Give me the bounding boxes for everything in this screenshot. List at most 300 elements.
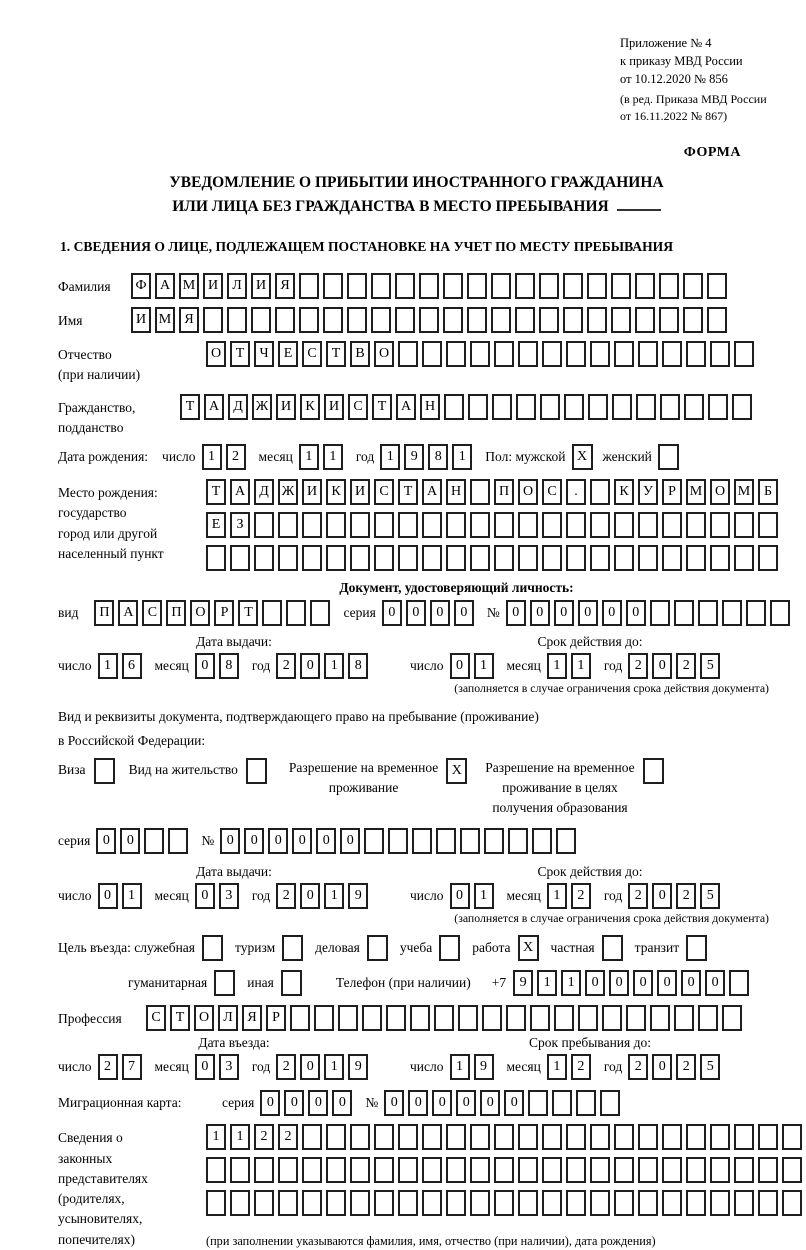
char-cell[interactable] [251,307,271,333]
char-cell[interactable]: В [350,341,370,367]
char-cell[interactable] [364,828,384,854]
identity-valid-month[interactable] [547,653,595,679]
birth-year-input[interactable] [380,444,476,470]
char-cell[interactable]: 7 [122,1054,142,1080]
char-cell[interactable]: И [302,479,322,505]
char-cell[interactable] [395,273,415,299]
char-cell[interactable] [635,273,655,299]
char-cell[interactable] [566,1124,586,1150]
char-cell[interactable]: 1 [299,444,319,470]
purpose-tourism-checkbox[interactable] [282,935,303,961]
char-cell[interactable]: 0 [220,828,240,854]
char-cell[interactable]: 1 [547,1054,567,1080]
char-cell[interactable] [674,600,694,626]
char-cell[interactable] [539,307,559,333]
char-cell[interactable] [467,273,487,299]
char-cell[interactable]: М [734,479,754,505]
char-cell[interactable]: 2 [628,1054,648,1080]
char-cell[interactable] [168,828,188,854]
char-cell[interactable] [371,273,391,299]
char-cell[interactable]: 0 [384,1090,404,1116]
char-cell[interactable] [515,307,535,333]
char-cell[interactable] [590,1124,610,1150]
char-cell[interactable]: 0 [504,1090,524,1116]
char-cell[interactable] [374,1157,394,1183]
char-cell[interactable]: 0 [450,653,470,679]
char-cell[interactable]: 2 [676,883,696,909]
char-cell[interactable] [734,1190,754,1216]
char-cell[interactable] [686,545,706,571]
char-cell[interactable]: 0 [681,970,701,996]
identity-valid-year[interactable] [628,653,724,679]
char-cell[interactable] [782,1124,802,1150]
char-cell[interactable]: 9 [348,883,368,909]
char-cell[interactable]: 0 [308,1090,328,1116]
char-cell[interactable] [662,1190,682,1216]
char-cell[interactable]: 2 [254,1124,274,1150]
char-cell[interactable] [326,1124,346,1150]
char-cell[interactable] [206,1157,226,1183]
char-cell[interactable] [660,394,680,420]
char-cell[interactable]: Д [254,479,274,505]
char-cell[interactable]: Н [446,479,466,505]
char-cell[interactable] [444,394,464,420]
purpose-humanitarian-checkbox[interactable] [214,970,235,996]
char-cell[interactable]: И [276,394,296,420]
char-cell[interactable]: 0 [530,600,550,626]
char-cell[interactable]: 0 [585,970,605,996]
char-cell[interactable] [362,1005,382,1031]
char-cell[interactable] [563,273,583,299]
char-cell[interactable] [732,394,752,420]
char-cell[interactable]: 5 [700,1054,720,1080]
char-cell[interactable] [734,545,754,571]
char-cell[interactable]: 1 [474,883,494,909]
migration-number-input[interactable] [384,1090,624,1116]
char-cell[interactable] [144,828,164,854]
char-cell[interactable]: Т [326,341,346,367]
given-name-input[interactable] [131,307,731,333]
char-cell[interactable]: О [206,341,226,367]
char-cell[interactable] [590,341,610,367]
char-cell[interactable] [302,1157,322,1183]
char-cell[interactable] [347,273,367,299]
char-cell[interactable] [554,1005,574,1031]
char-cell[interactable] [494,1124,514,1150]
char-cell[interactable]: О [194,1005,214,1031]
char-cell[interactable] [398,1157,418,1183]
char-cell[interactable]: С [374,479,394,505]
char-cell[interactable] [492,394,512,420]
char-cell[interactable]: 0 [609,970,629,996]
char-cell[interactable] [374,1124,394,1150]
char-cell[interactable]: 2 [571,883,591,909]
char-cell[interactable]: 0 [260,1090,280,1116]
char-cell[interactable] [230,1157,250,1183]
char-cell[interactable] [446,1157,466,1183]
char-cell[interactable] [286,600,306,626]
char-cell[interactable]: 0 [340,828,360,854]
char-cell[interactable]: 3 [219,883,239,909]
residence-issue-day[interactable] [98,883,146,909]
char-cell[interactable] [302,545,322,571]
char-cell[interactable]: П [166,600,186,626]
char-cell[interactable]: 2 [276,883,296,909]
char-cell[interactable] [470,545,490,571]
char-cell[interactable] [518,545,538,571]
char-cell[interactable] [374,1190,394,1216]
char-cell[interactable] [614,512,634,538]
char-cell[interactable]: 8 [348,653,368,679]
char-cell[interactable] [758,512,778,538]
char-cell[interactable]: 0 [332,1090,352,1116]
char-cell[interactable]: С [348,394,368,420]
char-cell[interactable]: Ж [252,394,272,420]
char-cell[interactable]: 0 [98,883,118,909]
char-cell[interactable] [590,479,610,505]
profession-input[interactable] [146,1005,746,1031]
char-cell[interactable]: 1 [571,653,591,679]
char-cell[interactable] [470,1124,490,1150]
char-cell[interactable] [638,1124,658,1150]
char-cell[interactable] [722,600,742,626]
char-cell[interactable] [302,1190,322,1216]
char-cell[interactable]: 0 [450,883,470,909]
char-cell[interactable]: И [251,273,271,299]
char-cell[interactable] [564,394,584,420]
sex-female-checkbox[interactable] [658,444,679,470]
char-cell[interactable] [650,600,670,626]
char-cell[interactable] [710,341,730,367]
char-cell[interactable] [636,394,656,420]
char-cell[interactable]: 2 [628,653,648,679]
char-cell[interactable]: Я [242,1005,262,1031]
char-cell[interactable]: 0 [268,828,288,854]
char-cell[interactable] [782,1190,802,1216]
char-cell[interactable]: 0 [408,1090,428,1116]
char-cell[interactable]: 0 [195,653,215,679]
char-cell[interactable] [371,307,391,333]
char-cell[interactable] [494,1157,514,1183]
char-cell[interactable]: А [230,479,250,505]
char-cell[interactable]: 1 [380,444,400,470]
residence-seriya-input[interactable] [96,828,192,854]
char-cell[interactable] [470,1157,490,1183]
char-cell[interactable] [410,1005,430,1031]
char-cell[interactable]: 9 [474,1054,494,1080]
char-cell[interactable]: Т [230,341,250,367]
char-cell[interactable] [482,1005,502,1031]
char-cell[interactable]: Е [206,512,226,538]
char-cell[interactable]: К [614,479,634,505]
char-cell[interactable]: М [686,479,706,505]
char-cell[interactable]: У [638,479,658,505]
temp-residence-edu-checkbox[interactable] [643,758,664,784]
char-cell[interactable]: 0 [480,1090,500,1116]
identity-seriya-input[interactable] [382,600,478,626]
char-cell[interactable] [494,512,514,538]
char-cell[interactable]: П [494,479,514,505]
char-cell[interactable] [419,307,439,333]
char-cell[interactable] [518,1157,538,1183]
char-cell[interactable]: Я [179,307,199,333]
char-cell[interactable] [278,1190,298,1216]
char-cell[interactable] [350,545,370,571]
char-cell[interactable] [350,1190,370,1216]
identity-valid-day[interactable] [450,653,498,679]
char-cell[interactable] [299,307,319,333]
char-cell[interactable] [446,1190,466,1216]
char-cell[interactable] [518,1190,538,1216]
char-cell[interactable] [588,394,608,420]
char-cell[interactable]: К [326,479,346,505]
char-cell[interactable] [686,341,706,367]
char-cell[interactable]: М [155,307,175,333]
char-cell[interactable] [698,1005,718,1031]
char-cell[interactable]: 0 [195,1054,215,1080]
char-cell[interactable] [542,1157,562,1183]
char-cell[interactable] [566,341,586,367]
char-cell[interactable] [278,512,298,538]
char-cell[interactable] [770,600,790,626]
char-cell[interactable] [659,273,679,299]
char-cell[interactable] [710,545,730,571]
char-cell[interactable] [419,273,439,299]
identity-issue-month[interactable] [195,653,243,679]
char-cell[interactable]: 0 [554,600,574,626]
representatives-line1-input[interactable] [206,1124,806,1150]
char-cell[interactable] [683,307,703,333]
residence-number-input[interactable] [220,828,580,854]
char-cell[interactable] [446,545,466,571]
char-cell[interactable] [611,273,631,299]
purpose-other-checkbox[interactable] [281,970,302,996]
char-cell[interactable] [710,1157,730,1183]
char-cell[interactable]: 1 [547,883,567,909]
char-cell[interactable] [350,1157,370,1183]
char-cell[interactable] [587,307,607,333]
char-cell[interactable] [722,1005,742,1031]
identity-issue-year[interactable] [276,653,372,679]
char-cell[interactable]: А [155,273,175,299]
char-cell[interactable] [707,273,727,299]
char-cell[interactable]: 5 [700,653,720,679]
char-cell[interactable] [614,341,634,367]
char-cell[interactable] [590,1190,610,1216]
char-cell[interactable] [614,1124,634,1150]
stay-month[interactable] [547,1054,595,1080]
char-cell[interactable] [484,828,504,854]
char-cell[interactable] [758,1124,778,1150]
purpose-transit-checkbox[interactable] [686,935,707,961]
char-cell[interactable]: 0 [652,883,672,909]
char-cell[interactable] [602,1005,622,1031]
char-cell[interactable]: 0 [705,970,725,996]
char-cell[interactable]: Р [662,479,682,505]
char-cell[interactable]: 1 [206,1124,226,1150]
visa-checkbox[interactable] [94,758,115,784]
char-cell[interactable] [710,512,730,538]
char-cell[interactable] [611,307,631,333]
char-cell[interactable]: К [300,394,320,420]
char-cell[interactable]: 0 [432,1090,452,1116]
char-cell[interactable]: О [190,600,210,626]
birth-place-line1-input[interactable] [206,479,782,505]
char-cell[interactable]: Н [420,394,440,420]
char-cell[interactable]: 0 [300,883,320,909]
char-cell[interactable]: А [396,394,416,420]
char-cell[interactable] [508,828,528,854]
char-cell[interactable] [650,1005,670,1031]
char-cell[interactable] [374,545,394,571]
char-cell[interactable]: 0 [454,600,474,626]
char-cell[interactable] [443,273,463,299]
char-cell[interactable]: О [518,479,538,505]
char-cell[interactable] [386,1005,406,1031]
char-cell[interactable] [398,1124,418,1150]
char-cell[interactable] [552,1090,572,1116]
char-cell[interactable] [587,273,607,299]
char-cell[interactable] [494,341,514,367]
char-cell[interactable] [556,828,576,854]
char-cell[interactable]: Т [206,479,226,505]
char-cell[interactable] [227,307,247,333]
char-cell[interactable]: С [146,1005,166,1031]
residence-issue-month[interactable] [195,883,243,909]
char-cell[interactable] [326,545,346,571]
entry-year[interactable] [276,1054,372,1080]
char-cell[interactable] [302,1124,322,1150]
char-cell[interactable] [600,1090,620,1116]
char-cell[interactable] [347,307,367,333]
char-cell[interactable] [278,545,298,571]
char-cell[interactable] [532,828,552,854]
char-cell[interactable]: 1 [98,653,118,679]
char-cell[interactable] [290,1005,310,1031]
birth-day-input[interactable] [202,444,250,470]
char-cell[interactable] [686,512,706,538]
char-cell[interactable]: 2 [276,1054,296,1080]
char-cell[interactable]: А [422,479,442,505]
char-cell[interactable]: Т [398,479,418,505]
char-cell[interactable] [491,273,511,299]
char-cell[interactable]: И [203,273,223,299]
sex-male-checkbox[interactable]: X [572,444,593,470]
char-cell[interactable]: С [542,479,562,505]
char-cell[interactable] [576,1090,596,1116]
char-cell[interactable] [590,512,610,538]
char-cell[interactable] [590,1157,610,1183]
char-cell[interactable] [446,1124,466,1150]
char-cell[interactable] [518,341,538,367]
char-cell[interactable]: 1 [450,1054,470,1080]
purpose-business-checkbox[interactable] [367,935,388,961]
char-cell[interactable] [262,600,282,626]
residence-issue-year[interactable] [276,883,372,909]
char-cell[interactable] [662,1124,682,1150]
char-cell[interactable]: . [566,479,586,505]
char-cell[interactable]: 0 [292,828,312,854]
char-cell[interactable]: 9 [348,1054,368,1080]
char-cell[interactable]: 0 [406,600,426,626]
birth-place-line3-input[interactable] [206,545,782,571]
char-cell[interactable] [638,1190,658,1216]
char-cell[interactable] [566,512,586,538]
char-cell[interactable] [566,1190,586,1216]
char-cell[interactable] [422,1190,442,1216]
char-cell[interactable]: 2 [276,653,296,679]
char-cell[interactable] [686,1190,706,1216]
char-cell[interactable] [707,307,727,333]
char-cell[interactable]: Т [372,394,392,420]
char-cell[interactable] [254,1190,274,1216]
char-cell[interactable]: 2 [278,1124,298,1150]
char-cell[interactable] [446,512,466,538]
char-cell[interactable] [299,273,319,299]
char-cell[interactable]: И [350,479,370,505]
char-cell[interactable]: 1 [324,653,344,679]
char-cell[interactable] [614,1157,634,1183]
char-cell[interactable] [542,1124,562,1150]
birth-place-line2-input[interactable] [206,512,782,538]
char-cell[interactable] [542,1190,562,1216]
patronymic-input[interactable] [206,341,758,367]
char-cell[interactable]: 1 [547,653,567,679]
char-cell[interactable] [710,1124,730,1150]
char-cell[interactable] [314,1005,334,1031]
char-cell[interactable] [528,1090,548,1116]
stay-year[interactable] [628,1054,724,1080]
char-cell[interactable] [734,1157,754,1183]
char-cell[interactable] [467,307,487,333]
char-cell[interactable]: 2 [676,653,696,679]
char-cell[interactable]: И [131,307,151,333]
char-cell[interactable] [540,394,560,420]
char-cell[interactable] [626,1005,646,1031]
char-cell[interactable] [446,341,466,367]
residence-valid-day[interactable] [450,883,498,909]
char-cell[interactable] [659,307,679,333]
char-cell[interactable]: М [179,273,199,299]
char-cell[interactable]: 0 [300,1054,320,1080]
char-cell[interactable]: 1 [230,1124,250,1150]
char-cell[interactable] [686,1124,706,1150]
char-cell[interactable]: 2 [628,883,648,909]
char-cell[interactable]: 3 [219,1054,239,1080]
char-cell[interactable]: Р [214,600,234,626]
char-cell[interactable] [323,273,343,299]
char-cell[interactable]: О [374,341,394,367]
char-cell[interactable]: И [324,394,344,420]
char-cell[interactable]: 0 [316,828,336,854]
char-cell[interactable]: 1 [122,883,142,909]
char-cell[interactable] [578,1005,598,1031]
identity-vid-input[interactable] [94,600,334,626]
char-cell[interactable] [683,273,703,299]
char-cell[interactable] [470,1190,490,1216]
char-cell[interactable] [518,1124,538,1150]
residence-valid-year[interactable] [628,883,724,909]
char-cell[interactable]: 1 [537,970,557,996]
entry-day[interactable] [98,1054,146,1080]
char-cell[interactable]: 1 [202,444,222,470]
purpose-private-checkbox[interactable] [602,935,623,961]
char-cell[interactable] [542,545,562,571]
char-cell[interactable] [326,1190,346,1216]
char-cell[interactable] [674,1005,694,1031]
surname-input[interactable] [131,273,731,299]
char-cell[interactable]: 1 [324,1054,344,1080]
